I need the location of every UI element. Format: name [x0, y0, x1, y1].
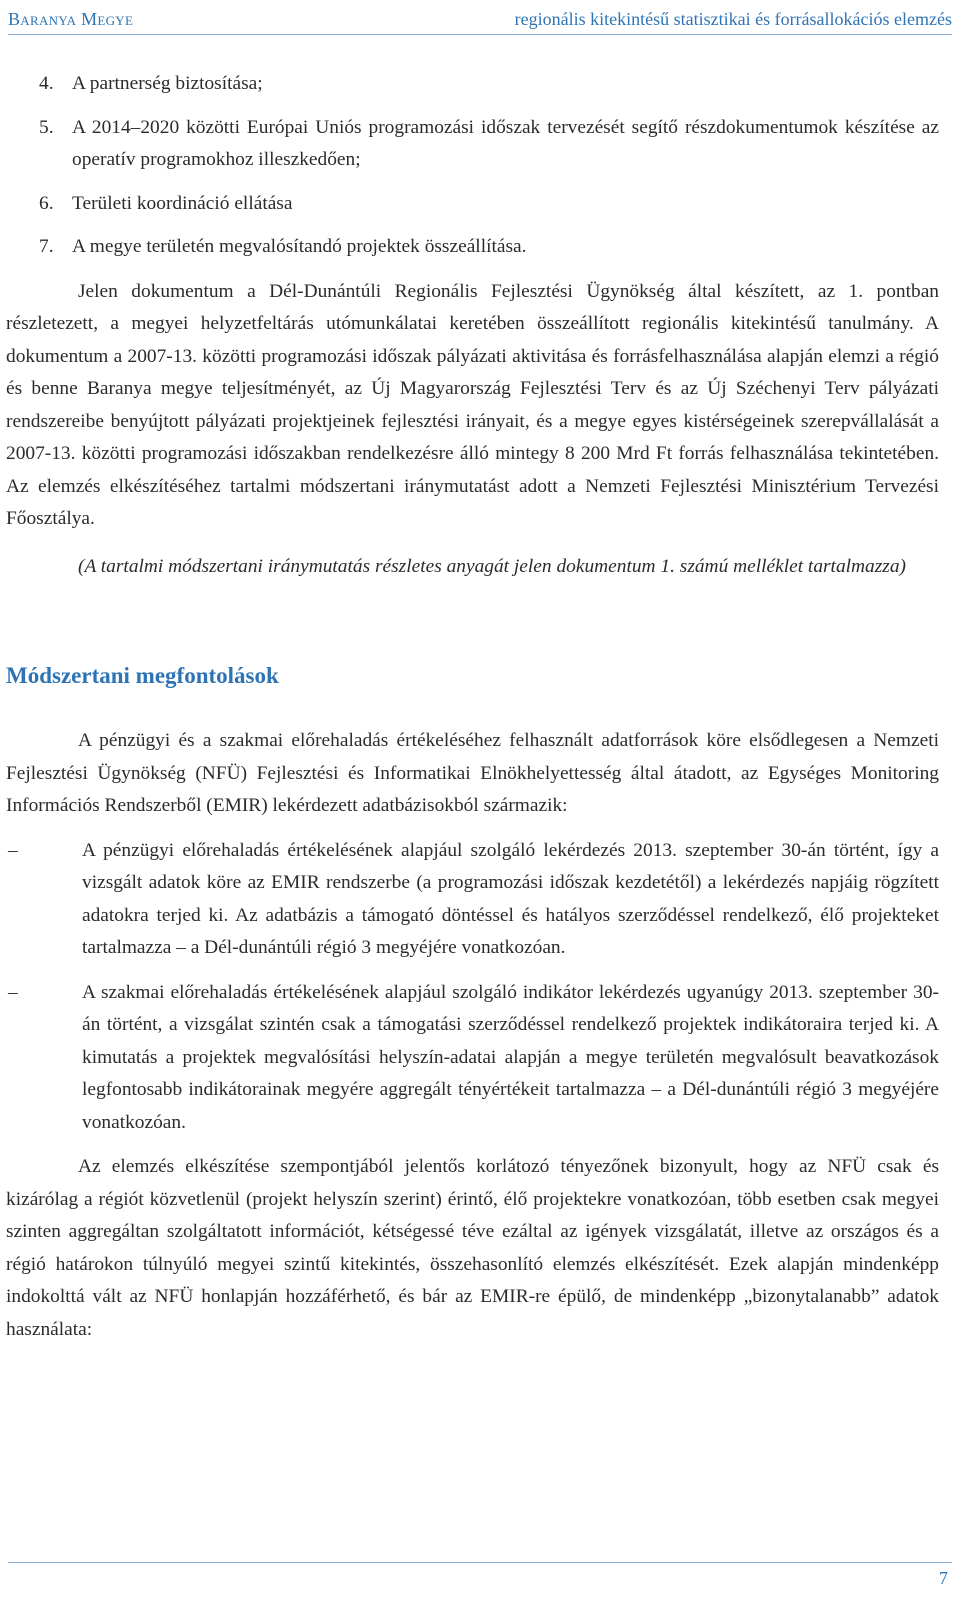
- list-number: 4.: [39, 73, 54, 94]
- list-text: A megye területén megvalósítandó projektek összeállítása.: [72, 236, 527, 257]
- document-body: [6, 68, 939, 1346]
- intro-text-guidance: Az elemzés elkészítéséhez tartalmi módszertani iránymutatást adott a Nemzeti Fejlesztési Minisztérium Tervezési Főosztálya.: [6, 475, 939, 529]
- list-text: A 2014–2020 közötti Európai Uniós programozási időszak tervezését segítő részdokumentumok készítése az operatív programokhoz illeszkedően;: [72, 116, 939, 170]
- bullet-text: A pénzügyi előrehaladás értékelésének alapjául szolgáló lekérdezés 2013. szeptember 30-án történt, így a vizsgált adatok köre az EMIR rendszerbe (a programozási időszak kezdetétől) a lekérdezés napjáig rögzített adatokra terjed ki. Az adatbázis a támogató döntéssel és hatályos szerződéssel rendelkező, élő projekteket tartalmazza – a Dél-dunántúli régió 3 megyéjére vonatkozóan.: [82, 839, 939, 958]
- list-text: A partnerség biztosítása;: [72, 73, 263, 94]
- list-text: Területi koordináció ellátása: [72, 192, 293, 214]
- section-heading: Módszertani megfontolások: [6, 663, 279, 688]
- footer-divider: [8, 1562, 952, 1563]
- page-number: 7: [939, 1568, 948, 1588]
- header-title-right: regionális kitekintésű statisztikai és forrásallokációs elemzés: [514, 8, 952, 29]
- limitations-paragraph: Az elemzés elkészítése szempontjából jelentős korlátozó tényezőnek bizonyult, hogy az NFÜ csak és kizárólag a régiót közvetlenül (projekt helyszín szerint) érintő, élő projektekre vonatkozóan, több esetben csak megyei szinten aggregáltan szolgáltatott információt, kétségessé téve ezáltal az igények vizsgálatát, illetve az országos és a régió határokon túlnyúló megyei szintű kitekintés, összehasonlító elemzés elkészítését. Ezek alapján mindenképp indokolttá vált az NFÜ honlapján hozzáférhető, és bár az EMIR-re épülő, de mindenképp „bizonytalanabb” adatok használata:: [6, 1156, 939, 1340]
- data-sources-paragraph: A pénzügyi és a szakmai előrehaladás értékeléséhez felhasznált adatforrások köre elsődlegesen a Nemzeti Fejlesztési Ügynökség (NFÜ) Fejlesztési és Informatikai Elnökhelyettesség által átadott, az Egységes Monitoring Információs Rendszerből (EMIR) lekérdezett adatbázisokból származik:: [6, 730, 939, 816]
- intro-text: Jelen dokumentum a Dél-Dunántúli Regionális Fejlesztési Ügynökség által készített, az 1. pontban részletezett, a megyei helyzetfeltárás utómunkálatai keretében összeállított regionális kitekintésű tanulmány. A dokumentum a 2007-13. közötti programozási időszak pályázati aktivitása és forrásfelhasználása alapján elemzi a régió és benne Baranya megye teljesítményét, az Új Magyarország Fejlesztési Terv és az Új Széchenyi Terv pályázati rendszereibe benyújtott pályázati projektjeinek fejlesztési irányait, és a megye egyes kistérségeinek szerepvállalását a 2007-13. közötti programozási időszakban rendelkezésre álló mintegy 8 200 Mrd Ft forrás felhasználása tekintetében.: [6, 280, 939, 464]
- dash-marker: –: [8, 839, 18, 861]
- list-item: [6, 68, 939, 101]
- list-item: [6, 112, 939, 177]
- dash-marker: –: [8, 981, 18, 1003]
- list-item: [6, 231, 939, 264]
- intro-paragraph: [6, 276, 939, 536]
- header-title-left: Baranya Megye: [8, 8, 134, 29]
- appendix-note: (A tartalmi módszertani iránymutatás részletes anyagát jelen dokumentum 1. számú melléklet tartalmazza): [78, 555, 906, 577]
- list-number: 7.: [39, 236, 54, 257]
- bullet-text: A szakmai előrehaladás értékelésének alapjául szolgáló indikátor lekérdezés ugyanúgy 2013. szeptember 30-án történt, a vizsgálat szintén csak a támogatási szerződéssel rendelkező projektek indikátoraira terjed ki. A kimutatás a projektek megvalósítási helyszín-adatai alapján a megye területén megvalósult beavatkozások legfontosabb indikátorainak megyére aggregált tényértékeit tartalmazza – a Dél-dunántúli régió 3 megyéjére vonatkozóan.: [82, 981, 939, 1133]
- list-item: [6, 188, 939, 221]
- list-number: 5.: [39, 116, 54, 138]
- bullet-item: [6, 977, 939, 1140]
- bullet-item: [6, 835, 939, 965]
- list-number: 6.: [39, 192, 54, 214]
- page-header: [8, 4, 952, 35]
